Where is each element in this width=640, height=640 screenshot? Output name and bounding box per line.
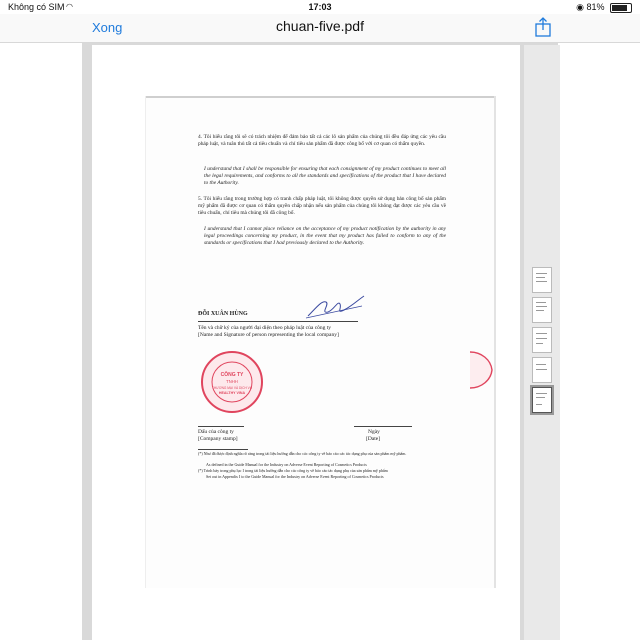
page-thumbnail-2[interactable] [532, 297, 552, 323]
footnote-1-vi: (*) Như đã được định nghĩa rõ ràng trong tài liệu hướng dẫn cho các công ty về báo cáo các tác dụng phụ của sản phẩm mỹ phẩm. [198, 451, 407, 456]
svg-text:THƯƠNG MẠI VÀ DỊCH VỤ: THƯƠNG MẠI VÀ DỊCH VỤ [211, 386, 253, 390]
status-bar [0, 0, 640, 14]
svg-text:CÔNG TY: CÔNG TY [220, 372, 244, 378]
battery-icon [610, 3, 632, 13]
navigation-bar [0, 14, 640, 43]
wifi-icon: ◠ [66, 2, 73, 11]
page-thumbnail-strip[interactable] [524, 45, 560, 640]
rotation-lock-icon: ◉ [576, 2, 584, 12]
svg-text:HEALTHY VINA: HEALTHY VINA [218, 391, 246, 395]
svg-text:TNHH: TNHH [226, 379, 238, 384]
battery-fill [612, 5, 627, 11]
footnote-2-en: Set out in Appendix I to the Guide Manual for the Industry on Adverse Event Reporting of Cosmetics Products [206, 474, 384, 479]
signature-line [198, 321, 358, 322]
signature-caption-vi: Tên và chữ ký của người đại diện theo pháp luật của công ty [198, 325, 332, 331]
signer-name: ĐỖI XUÂN HÙNG [198, 311, 248, 317]
date-label-en: [Date] [366, 436, 381, 442]
page-thumbnail-5[interactable] [532, 387, 552, 413]
item-4-vietnamese: 4. Tôi hiểu rằng tôi sẽ có trách nhiệm để đảm bảo tất cả các lô sản phẩm của chúng tôi đều đáp ứng các yêu cầu pháp luật, và tuân thủ tất cả tiêu chuẩn và chỉ tiêu sản phẩm đã được công bố với cơ quan có thẩm quyền. [198, 134, 446, 147]
footnote-2-vi: (*) Trình bày trong phụ lục I trong tài liệu hướng dẫn cho các công ty về báo cáo tác dụng phụ của sản phẩm mỹ phẩm [198, 468, 388, 473]
footnote-1-en: As defined in the Guide Manual for the Industry on Adverse Event Reporting of Cosmetics Products [206, 462, 367, 467]
done-button[interactable]: Xong [92, 20, 123, 35]
carrier-label: Không có SIM [8, 2, 65, 12]
battery-indicator [576, 2, 632, 13]
share-icon[interactable] [534, 17, 552, 37]
partial-stamp [468, 350, 494, 390]
item-4-english: I understand that I shall be responsible for ensuring that each consignment of my product continues to meet all the legal requirements, and conforms to all the standards and specifications of the product that I have declared to the Authority. [204, 166, 446, 186]
footnote-separator [198, 449, 248, 450]
page-thumbnail-3[interactable] [532, 327, 552, 353]
document-title: chuan-five.pdf [276, 18, 364, 34]
item-5-vietnamese: 5. Tôi hiểu rằng trong trường hợp có tranh chấp pháp luật, tôi không được quyền sử dụng bản công bố sản phẩm mỹ phẩm đã được cơ quan có thẩm quyền chấp nhận nếu sản phẩm của chúng tôi không đạt được các yêu cầu về tiêu chuẩn, chỉ tiêu mà chúng tôi đã công bố. [198, 196, 446, 216]
company-stamp [200, 350, 264, 414]
page-thumbnail-4[interactable] [532, 357, 552, 383]
scan-edge [146, 96, 494, 98]
stamp-label-vi: Dấu của công ty [198, 429, 234, 435]
page-thumbnail-1[interactable] [532, 267, 552, 293]
stamp-line [198, 426, 244, 427]
date-line [354, 426, 412, 427]
signature-caption-en: [Name and Signature of person representing the local company] [198, 332, 339, 338]
stamp-label-en: [Company stamp] [198, 436, 238, 442]
scanned-document [145, 96, 496, 588]
date-label-vi: Ngày [368, 429, 380, 435]
battery-percent: 81% [586, 2, 605, 12]
handwritten-signature [304, 292, 366, 322]
clock: 17:03 [308, 2, 332, 12]
item-5-english: I understand that I cannot place reliance on the acceptance of my product notification by the authority in any legal proceedings concerning my product, in the event that my product has failed to conform to any of the standards or specifications that I had previously declared to the Authority. [204, 226, 446, 246]
